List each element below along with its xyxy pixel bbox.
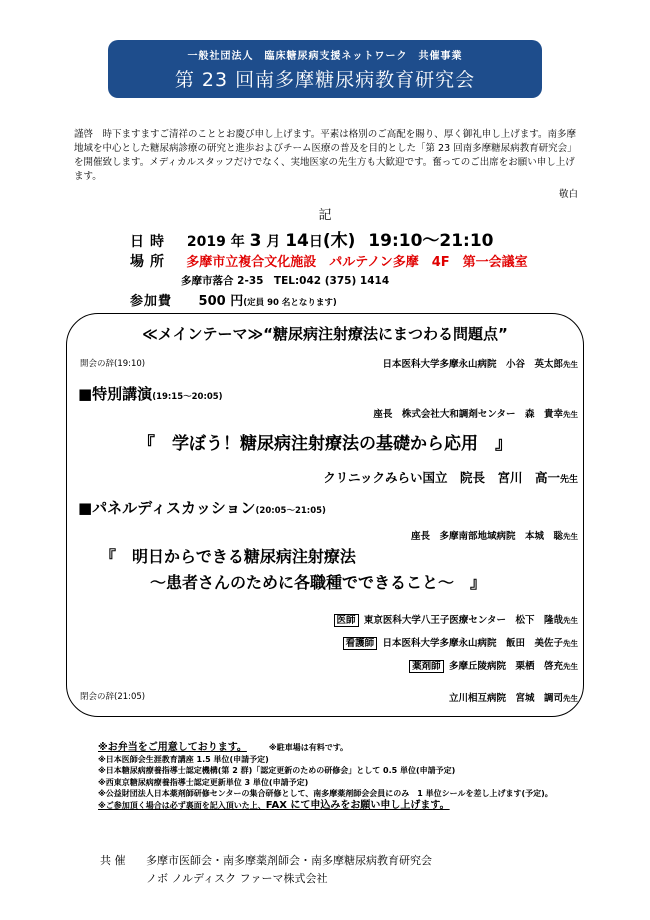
main-theme: ≪メインテーマ≫“糖尿病注射療法にまつわる問題点” bbox=[142, 325, 508, 343]
date-row bbox=[130, 226, 494, 251]
header-banner bbox=[108, 40, 542, 98]
role-label: 薬剤師 bbox=[409, 660, 444, 673]
closing-speaker-name: 立川相互病院 宮城 調司 bbox=[448, 693, 563, 704]
panelist-name: 多摩丘陵病院 栗栖 啓充 bbox=[448, 661, 563, 672]
honorific: 先生 bbox=[563, 694, 578, 703]
notes-line-bento bbox=[98, 742, 588, 754]
ki-heading: 記 bbox=[318, 208, 332, 223]
date-day-num: 14 bbox=[285, 231, 309, 251]
panel-label: ■パネルディスカッション bbox=[78, 499, 256, 517]
honorific: 先生 bbox=[563, 532, 578, 541]
opening-label: 開会の辞(19:10) bbox=[80, 359, 146, 369]
closing-speaker bbox=[449, 690, 578, 704]
honorific: 先生 bbox=[563, 616, 578, 625]
panel-title-line2: ～患者さんのために各職種でできること～ 』 bbox=[150, 573, 487, 592]
special-lecture-label: ■特別講演 bbox=[78, 385, 153, 403]
sponsor-label: 共 催 bbox=[100, 854, 126, 867]
honorific: 先生 bbox=[559, 475, 578, 485]
special-lecture-title: 『 学ぼう！糖尿病注射療法の基礎から応用 』 bbox=[138, 434, 512, 454]
date-year: 2019 年 bbox=[186, 234, 245, 250]
bento-note: ※お弁当をご用意しております。 bbox=[98, 742, 247, 753]
credit-note-1: ※日本医師会生涯教育講座 1.5 単位(申請予定) bbox=[98, 754, 269, 764]
panelist-3 bbox=[409, 658, 578, 672]
panel-heading bbox=[78, 497, 326, 518]
special-lecture-chair bbox=[373, 406, 578, 420]
sponsor-block bbox=[100, 852, 432, 888]
panelist-2 bbox=[343, 635, 578, 649]
special-lecture-speaker bbox=[323, 468, 578, 486]
fee-note: (定員 90 名となります) bbox=[243, 298, 337, 308]
chair-name: 座長 多摩南部地域病院 本城 聡 bbox=[410, 531, 563, 542]
venue-name: 多摩市立複合文化施設 パルテノン多摩 4F 第一会議室 bbox=[186, 255, 528, 270]
special-lecture-heading bbox=[78, 383, 223, 404]
attend-note-fax: FAX にて申込みをお願い申し上げます。 bbox=[265, 799, 450, 811]
notes-block bbox=[98, 742, 588, 811]
panel-chair bbox=[411, 528, 578, 542]
venue-row bbox=[130, 251, 528, 271]
event-title: 第 23 回南多摩糖尿病教育研究会 bbox=[174, 69, 476, 91]
honorific: 先生 bbox=[563, 662, 578, 671]
closing-label: 閉会の辞(21:05) bbox=[80, 692, 146, 702]
chair-name: 座長 株式会社大和調剤センター 森 貴幸 bbox=[373, 409, 563, 420]
panelist-name: 東京医科大学八王子医療センター 松下 隆哉 bbox=[363, 615, 563, 626]
fee-label: 参加費 bbox=[130, 294, 173, 309]
honorific: 先生 bbox=[563, 360, 578, 369]
panelist-1 bbox=[334, 612, 578, 626]
attend-note-small: ※ご参加頂く場合は必ず裏面を記入頂いた上、 bbox=[98, 800, 266, 810]
credit-note-2: ※日本糖尿病療養指導士認定機構(第 2 群)「認定更新のための研修会」として 0.5 単位(申請予定) bbox=[98, 766, 456, 775]
panel-time: (20:05～21:05) bbox=[255, 506, 326, 516]
venue-label: 場所 bbox=[130, 254, 170, 270]
fee-amount: 500 円 bbox=[198, 294, 244, 309]
honorific: 先生 bbox=[563, 410, 578, 419]
panel-title-line1: 『 明日からできる糖尿病注射療法 bbox=[100, 547, 356, 566]
date-month-unit: 月 bbox=[266, 234, 281, 250]
organizer-line: 一般社団法人 臨床糖尿病支援ネットワーク 共催事業 bbox=[187, 51, 463, 62]
opening-speaker bbox=[382, 356, 578, 370]
opening-speaker-name: 日本医科大学多摩永山病院 小谷 英太郎 bbox=[382, 359, 563, 370]
sponsor-line1: 多摩市医師会・南多摩薬剤師会・南多摩糖尿病教育研究会 bbox=[146, 854, 432, 867]
role-label: 医師 bbox=[334, 614, 359, 627]
date-day-unit: 日 bbox=[308, 234, 323, 250]
speaker-name: クリニックみらい国立 院長 宮川 高一 bbox=[323, 470, 560, 485]
date-time: 19:10～21:10 bbox=[368, 231, 494, 251]
credit-note-4: ※公益財団法人日本薬剤師研修センターの集合研修として、南多摩薬剤師会会員にのみ 1 単位シールを差し上げます(予定)。 bbox=[98, 789, 553, 798]
special-lecture-time: (19:15～20:05) bbox=[152, 392, 223, 402]
greeting-closing: 敬白 bbox=[558, 189, 578, 200]
date-label: 日時 bbox=[130, 234, 170, 250]
venue-address: 多摩市落合 2-35 TEL:042 (375) 1414 bbox=[181, 275, 390, 287]
honorific: 先生 bbox=[563, 639, 578, 648]
fee-row bbox=[130, 290, 337, 309]
credit-note-3: ※西東京糖尿病療養指導士認定更新単位 3 単位(申請予定) bbox=[98, 777, 309, 787]
attend-note bbox=[98, 800, 588, 812]
role-label: 看護師 bbox=[343, 637, 378, 650]
panelist-name: 日本医科大学多摩永山病院 飯田 美佐子 bbox=[382, 638, 563, 649]
sponsor-line2: ノボ ノルディスク ファーマ株式会社 bbox=[146, 872, 328, 885]
date-month-num: 3 bbox=[249, 231, 262, 251]
parking-note: ※駐車場は有料です。 bbox=[268, 743, 349, 752]
greeting-text: 謹啓 時下ますますご清祥のこととお慶び申し上げます。平素は格別のご高配を賜り、厚く御礼申し上げます。南多摩地域を中心とした糖尿病診療の研究と進歩およびチーム医療の普及を目的とした「第 23 回南多摩糖尿病教育研究会」を開催致します。メディカルスタッフだけでなく、実地医家の先生方も大歓迎です。奮ってのご出席をお願い申し上げます。 bbox=[74, 129, 577, 182]
date-weekday: (木) bbox=[322, 231, 356, 251]
